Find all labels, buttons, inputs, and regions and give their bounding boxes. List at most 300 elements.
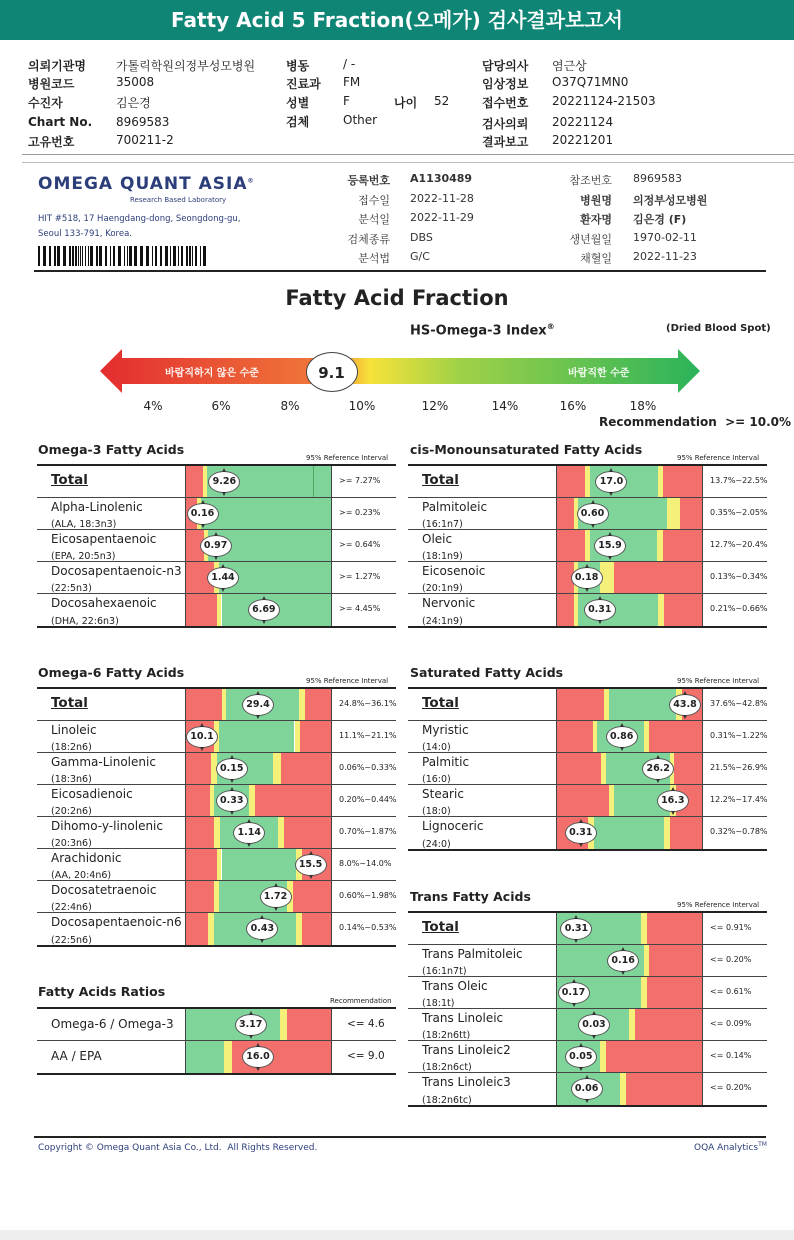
row-name: Total [422, 919, 459, 935]
range-segment [284, 817, 331, 848]
barcode-bar [140, 246, 143, 266]
main-title: Fatty Acid Fraction [285, 286, 509, 310]
lab-value: 2022-11-29 [410, 211, 474, 224]
column-divider [331, 498, 332, 529]
row-name: Total [422, 695, 459, 711]
barcode-bar [118, 246, 121, 266]
column-divider [331, 594, 332, 626]
range-segment [287, 1009, 331, 1040]
patient-label: 결과보고 [482, 135, 529, 149]
results-table [37, 1007, 396, 1075]
row-name: Docosapentaenoic-n3 [51, 564, 182, 578]
reference-value: 0.31%~1.22% [710, 731, 768, 740]
table-row [37, 498, 396, 530]
value-marker: 0.06 [571, 1078, 603, 1100]
value-marker: 0.43 [246, 918, 278, 940]
barcode-bar [178, 246, 179, 266]
column-divider [556, 498, 557, 529]
reference-value: <= 0.14% [710, 1051, 752, 1060]
range-segment [609, 689, 676, 720]
range-segment [667, 498, 680, 529]
patient-value: FM [343, 75, 361, 89]
column-divider [702, 1041, 703, 1072]
column-divider [185, 817, 186, 848]
range-segment [185, 817, 214, 848]
barcode-bar [78, 246, 79, 266]
table-row [37, 785, 396, 817]
range-bar [556, 466, 702, 497]
value-marker: 0.03 [578, 1014, 610, 1036]
barcode-bar [203, 246, 206, 266]
value-marker: 0.17 [558, 982, 590, 1004]
reference-header: 95% Reference Interval [306, 677, 389, 685]
column-divider [331, 913, 332, 945]
row-subname: (18:0) [422, 806, 451, 817]
column-divider [702, 530, 703, 561]
barcode [38, 246, 208, 266]
index-tick: 4% [143, 399, 163, 413]
lab-label: 분석일 [358, 213, 390, 226]
column-divider [331, 881, 332, 912]
results-table [408, 687, 767, 851]
row-subname: (16:1n7t) [422, 966, 467, 977]
column-divider [702, 1073, 703, 1105]
column-divider [556, 562, 557, 593]
range-bar [185, 466, 331, 497]
value-marker: 0.16 [607, 950, 639, 972]
range-line [313, 466, 314, 497]
lab-value: G/C [410, 250, 430, 263]
column-divider [556, 817, 557, 849]
reference-value: <= 0.20% [710, 955, 752, 964]
column-divider [185, 530, 186, 561]
range-segment [647, 977, 702, 1008]
index-tick: 8% [280, 399, 300, 413]
range-segment [556, 498, 574, 529]
column-divider [331, 466, 332, 497]
section-title: Fatty Acids Ratios [38, 984, 166, 999]
range-bar [556, 753, 702, 784]
row-name: Oleic [422, 532, 453, 546]
lab-value: 2022-11-23 [633, 250, 697, 263]
reference-value: 12.2%~17.4% [710, 795, 768, 804]
column-divider [702, 945, 703, 976]
range-segment [670, 817, 702, 849]
barcode-bar [105, 246, 107, 266]
column-divider [331, 1009, 332, 1040]
patient-label: 성별 [286, 96, 310, 110]
page-bottom-strip [0, 1230, 794, 1240]
barcode-bar [57, 246, 60, 266]
column-divider [556, 1041, 557, 1072]
barcode-bar [43, 246, 46, 266]
barcode-bar [155, 246, 157, 266]
range-segment [201, 498, 331, 529]
table-row [408, 562, 767, 594]
age-value: 52 [434, 94, 450, 108]
footer-copyright: Copyright © Omega Quant Asia Co., Ltd. All Rights Reserved. [38, 1143, 318, 1153]
column-divider [331, 562, 332, 593]
row-name: Trans Linoleic2 [422, 1043, 511, 1057]
range-segment [185, 1041, 224, 1073]
column-divider [556, 594, 557, 626]
value-marker: 0.31 [560, 918, 592, 940]
value-marker: 0.31 [565, 822, 597, 844]
column-divider [185, 689, 186, 720]
row-subname: (EPA, 20:5n3) [51, 551, 116, 562]
row-name: Trans Linoleic3 [422, 1075, 511, 1089]
barcode-bar [96, 246, 98, 266]
lab-logo-sub: Research Based Laboratory [130, 196, 227, 204]
reference-value: >= 7.27% [339, 476, 381, 485]
reference-value: 11.1%~21.1% [339, 731, 397, 740]
reference-value: 0.60%~1.98% [339, 891, 397, 900]
results-table [408, 464, 767, 628]
range-segment [556, 689, 604, 720]
column-divider [702, 977, 703, 1008]
patient-value: 20221124-21503 [552, 94, 656, 108]
range-segment [255, 785, 331, 816]
column-divider [331, 753, 332, 784]
row-name: Total [51, 695, 88, 711]
reference-value: <= 9.0 [347, 1050, 385, 1062]
table-row [408, 913, 767, 945]
table-row [37, 594, 396, 626]
barcode-bar [129, 246, 132, 266]
barcode-bar [54, 246, 56, 266]
column-divider [185, 1009, 186, 1040]
reference-value: 12.7%~20.4% [710, 540, 768, 549]
table-row [37, 913, 396, 945]
column-divider [556, 1009, 557, 1040]
patient-label: Chart No. [28, 115, 93, 129]
reference-value: <= 4.6 [347, 1018, 385, 1030]
column-divider [185, 466, 186, 497]
range-segment [281, 753, 331, 784]
value-marker: 16.0 [242, 1046, 274, 1068]
table-row [37, 881, 396, 913]
row-subname: (16:0) [422, 774, 451, 785]
lab-label: 검체종류 [347, 232, 390, 246]
column-divider [185, 1041, 186, 1073]
range-bar [185, 753, 331, 784]
row-subname: (20:3n6) [51, 838, 92, 849]
value-marker: 0.05 [565, 1046, 597, 1068]
reference-value: <= 0.09% [710, 1019, 752, 1028]
lab-logo: OMEGA QUANT ASIA® [38, 174, 255, 194]
table-row [37, 1041, 396, 1073]
column-divider [331, 785, 332, 816]
range-segment [556, 466, 585, 497]
index-tick: 18% [629, 399, 657, 413]
barcode-bar [124, 246, 125, 266]
barcode-bar [72, 246, 74, 266]
value-marker: 16.3 [657, 790, 689, 812]
row-name: Arachidonic [51, 851, 122, 865]
reference-value: >= 1.27% [339, 572, 381, 581]
reference-value: 8.0%~14.0% [339, 859, 392, 868]
value-marker: 1.44 [207, 567, 239, 589]
footer-brand: OQA Analytics™ [694, 1141, 767, 1153]
range-bar [185, 881, 331, 912]
patient-value: 35008 [116, 75, 155, 89]
column-divider [702, 1009, 703, 1040]
row-subname: (18:1t) [422, 998, 455, 1009]
value-marker: 0.33 [216, 790, 248, 812]
range-segment [556, 785, 609, 816]
row-name: Docosapentaenoic-n6 [51, 915, 182, 929]
patient-label: 임상정보 [482, 77, 529, 91]
table-row [408, 1073, 767, 1105]
lab-value: 2022-11-28 [410, 191, 474, 205]
reference-value: <= 0.91% [710, 923, 752, 932]
column-divider [556, 977, 557, 1008]
column-divider [331, 849, 332, 880]
patient-label: 접수번호 [482, 96, 529, 110]
barcode-bar [90, 246, 93, 266]
reference-header: 95% Reference Interval [306, 454, 389, 462]
section-title: Trans Fatty Acids [410, 889, 531, 904]
reference-value: 13.7%~22.5% [710, 476, 768, 485]
value-marker: 43.8 [669, 694, 701, 716]
range-segment [674, 753, 702, 784]
lab-address-2: Seoul 133-791, Korea. [38, 229, 132, 239]
range-segment [647, 913, 702, 944]
value-marker: 0.86 [606, 726, 638, 748]
row-subname: (14:0) [422, 742, 451, 753]
row-name: Myristic [422, 723, 469, 737]
row-name: Eicosadienoic [51, 787, 133, 801]
row-subname: (24:0) [422, 839, 451, 850]
reference-value: <= 0.20% [710, 1083, 752, 1092]
barcode-bar [152, 246, 153, 266]
table-row [37, 721, 396, 753]
column-divider [702, 721, 703, 752]
row-name: Linoleic [51, 723, 97, 737]
barcode-bar [88, 246, 89, 266]
lab-address-1: HIT #518, 17 Haengdang-dong, Seongdong-gu, [38, 214, 241, 224]
barcode-bar [170, 246, 171, 266]
value-marker: 1.14 [233, 822, 265, 844]
range-segment [556, 594, 574, 626]
row-subname: (22:4n6) [51, 902, 92, 913]
barcode-bar [160, 246, 162, 266]
range-bar [185, 785, 331, 816]
table-row [408, 785, 767, 817]
row-name: Eicosenoic [422, 564, 486, 578]
range-segment [222, 849, 296, 880]
row-subname: (AA, 20:4n6) [51, 870, 112, 881]
table-row [37, 530, 396, 562]
value-marker: 0.18 [571, 567, 603, 589]
patient-label: 수진자 [28, 96, 63, 110]
row-subname: (18:1n9) [422, 551, 463, 562]
lab-value: 1970-02-11 [633, 230, 697, 244]
report-title: Fatty Acid 5 Fraction(오메가) 검사결과보고서 [0, 0, 794, 40]
patient-label: 담당의사 [482, 59, 529, 73]
reference-header: 95% Reference Interval [677, 677, 760, 685]
index-note: (Dried Blood Spot) [666, 323, 771, 334]
value-marker: 10.1 [186, 726, 218, 748]
index-tick: 14% [491, 399, 519, 413]
range-segment [293, 881, 331, 912]
lab-label: 접수일 [358, 193, 390, 207]
reference-value: 0.14%~0.53% [339, 923, 397, 932]
section-title: cis-Monounsaturated Fatty Acids [410, 442, 643, 457]
lab-value: 김은경 (F) [633, 213, 687, 226]
row-subname: (20:2n6) [51, 806, 92, 817]
range-segment [185, 881, 214, 912]
reference-value: 0.35%~2.05% [710, 508, 768, 517]
lab-label: 분석법 [358, 252, 390, 265]
lab-value: 8969583 [633, 172, 682, 185]
row-name: Nervonic [422, 596, 476, 610]
table-row [37, 817, 396, 849]
range-segment [185, 753, 211, 784]
column-divider [702, 498, 703, 529]
barcode-bar [82, 246, 83, 266]
index-tick: 16% [559, 399, 587, 413]
range-segment [594, 817, 664, 849]
value-marker: 15.5 [295, 854, 327, 876]
table-row [408, 1009, 767, 1041]
value-marker: 0.97 [200, 535, 232, 557]
barcode-bar [85, 246, 86, 266]
lab-label: 채혈일 [580, 252, 612, 265]
index-tick: 10% [348, 399, 376, 413]
row-subname: (18:2n6) [51, 742, 92, 753]
range-segment [663, 530, 702, 561]
patient-value: 8969583 [116, 115, 170, 129]
row-name: Palmitic [422, 755, 470, 769]
patient-label: 진료과 [286, 77, 321, 91]
row-name: Total [422, 472, 459, 488]
barcode-bar [186, 246, 188, 266]
range-segment [556, 721, 593, 752]
patient-value: 염근상 [552, 59, 587, 73]
column-divider [185, 594, 186, 626]
reference-value: 0.21%~0.66% [710, 604, 768, 613]
column-divider [556, 721, 557, 752]
range-segment [273, 753, 282, 784]
patient-label: 병원코드 [28, 77, 75, 91]
reference-value: 37.6%~42.8% [710, 699, 768, 708]
column-divider [185, 753, 186, 784]
column-divider [556, 785, 557, 816]
index-value: 9.1 [318, 364, 345, 382]
row-name: Trans Linoleic [422, 1011, 504, 1025]
column-divider [702, 689, 703, 720]
section-title: Omega-3 Fatty Acids [38, 442, 185, 457]
barcode-bar [200, 246, 201, 266]
table-row [408, 721, 767, 753]
results-table [37, 687, 396, 947]
column-divider [556, 530, 557, 561]
range-segment [300, 721, 331, 752]
value-marker: 26.2 [642, 758, 674, 780]
barcode-bar [99, 246, 102, 266]
table-row [408, 594, 767, 626]
table-row [37, 1009, 396, 1041]
reference-value: 21.5%~26.9% [710, 763, 768, 772]
row-name: Stearic [422, 787, 464, 801]
patient-value: / - [343, 57, 356, 71]
table-row [408, 689, 767, 721]
barcode-bar [63, 246, 66, 266]
patient-label: 의뢰기관명 [28, 59, 86, 73]
row-subname: (DHA, 22:6n3) [51, 616, 119, 627]
table-row [37, 753, 396, 785]
row-subname: (18:2n6ct) [422, 1062, 472, 1073]
column-divider [331, 817, 332, 848]
barcode-bar [113, 246, 115, 266]
table-row [408, 945, 767, 977]
lab-label: 생년월일 [569, 232, 612, 246]
table-row [37, 562, 396, 594]
range-segment [224, 1041, 231, 1073]
value-marker: 0.15 [216, 758, 248, 780]
patient-label: 병동 [286, 59, 310, 73]
range-segment [556, 753, 601, 784]
barcode-bar [189, 246, 191, 266]
barcode-bar [165, 246, 168, 266]
reference-value: >= 0.64% [339, 540, 381, 549]
range-segment [614, 562, 702, 593]
barcode-bar [195, 246, 197, 266]
column-divider [556, 913, 557, 944]
row-subname: (18:3n6) [51, 774, 92, 785]
column-divider [702, 785, 703, 816]
barcode-bar [134, 246, 137, 266]
value-marker: 0.16 [187, 503, 219, 525]
barcode-bar [173, 246, 176, 266]
column-divider [702, 594, 703, 626]
row-name: Docosahexaenoic [51, 596, 157, 610]
patient-value: 20221124 [552, 115, 614, 129]
index-tick: 6% [211, 399, 231, 413]
index-title: HS-Omega-3 Index® [410, 322, 555, 339]
row-name: Gamma-Linolenic [51, 755, 156, 769]
age-label: 나이 [394, 96, 418, 110]
index-recommendation: Recommendation >= 10.0% [599, 415, 792, 429]
patient-value: 가톨릭학원의정부성모병원 [116, 59, 256, 73]
row-name: Dihomo-y-linolenic [51, 819, 163, 833]
row-name: Palmitoleic [422, 500, 488, 514]
column-divider [556, 945, 557, 976]
table-row [408, 498, 767, 530]
section-title: Saturated Fatty Acids [410, 665, 564, 680]
lab-value: A1130489 [410, 172, 473, 185]
barcode-bar [75, 246, 77, 266]
table-row [408, 1041, 767, 1073]
patient-value: Other [343, 113, 378, 127]
reference-header: 95% Reference Interval [677, 454, 760, 462]
reference-value: 0.32%~0.78% [710, 827, 768, 836]
index-bad-label: 바람직하지 않은 수준 [165, 368, 259, 379]
row-name: AA / EPA [51, 1049, 102, 1063]
row-name: Docosatetraenoic [51, 883, 157, 897]
table-row [37, 689, 396, 721]
row-subname: (16:1n7) [422, 519, 463, 530]
recommendation-header: Recommendation [330, 997, 392, 1005]
row-name: Lignoceric [422, 819, 484, 833]
barcode-bar [127, 246, 128, 266]
range-segment [280, 1009, 287, 1040]
range-bar [556, 530, 702, 561]
range-segment [305, 689, 331, 720]
index-value-marker [306, 352, 358, 392]
reference-header: 95% Reference Interval [677, 901, 760, 909]
